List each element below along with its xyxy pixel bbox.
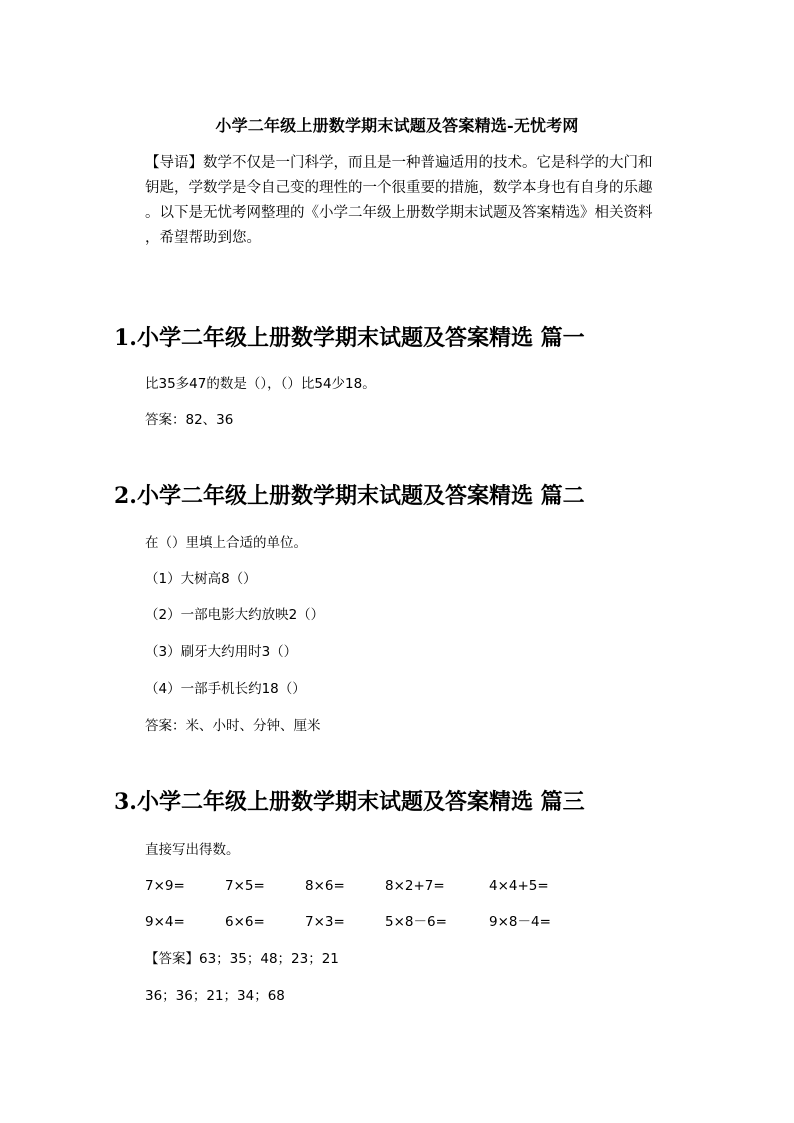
- intro-paragraph: [145, 151, 677, 251]
- math-expression: 9×8－4=: [489, 914, 551, 930]
- math-expression: 8×2+7=: [385, 878, 445, 894]
- section-heading-2: 2.小学二年级上册数学期末试题及答案精选 篇二: [114, 483, 585, 509]
- question-item: （3）刷牙大约用时3（）: [145, 644, 298, 660]
- question-item: （2）一部电影大约放映2（）: [145, 607, 325, 623]
- question-item: （4）一部手机长约18（）: [145, 681, 306, 697]
- question-text: 直接写出得数。: [145, 842, 240, 858]
- math-expression: 7×5=: [225, 878, 265, 894]
- intro-line: ，希望帮助到您。: [145, 230, 261, 246]
- section-heading-1: 1.小学二年级上册数学期末试题及答案精选 篇一: [114, 325, 585, 351]
- intro-line: 钥匙，学数学是令自己变的理性的一个很重要的措施，数学本身也有自身的乐趣: [145, 180, 653, 196]
- answer-text: 答案：82、36: [145, 412, 234, 428]
- answer-text: 36；36；21；34；68: [145, 988, 285, 1004]
- math-expression: 7×9=: [145, 878, 185, 894]
- math-expression: 9×4=: [145, 914, 185, 930]
- math-expression: 6×6=: [225, 914, 265, 930]
- question-text: 比35多47的数是（），（）比54少18。: [145, 376, 376, 392]
- intro-line: 。以下是无忧考网整理的《小学二年级上册数学期末试题及答案精选》相关资料: [145, 205, 653, 221]
- math-expression: 8×6=: [305, 878, 345, 894]
- question-item: （1）大树高8（）: [145, 571, 257, 587]
- math-expression: 4×4+5=: [489, 878, 549, 894]
- math-expression: 7×3=: [305, 914, 345, 930]
- answer-text: 【答案】63；35；48；23；21: [145, 951, 339, 967]
- answer-text: 答案：米、小时、分钟、厘米: [145, 718, 321, 734]
- page-title: 小学二年级上册数学期末试题及答案精选-无忧考网: [215, 116, 579, 135]
- section-heading-3: 3.小学二年级上册数学期末试题及答案精选 篇三: [114, 789, 585, 815]
- intro-line: 【导语】数学不仅是一门科学，而且是一种普遍适用的技术。它是科学的大门和: [145, 155, 653, 171]
- math-expression: 5×8－6=: [385, 914, 447, 930]
- question-text: 在（）里填上合适的单位。: [145, 535, 307, 551]
